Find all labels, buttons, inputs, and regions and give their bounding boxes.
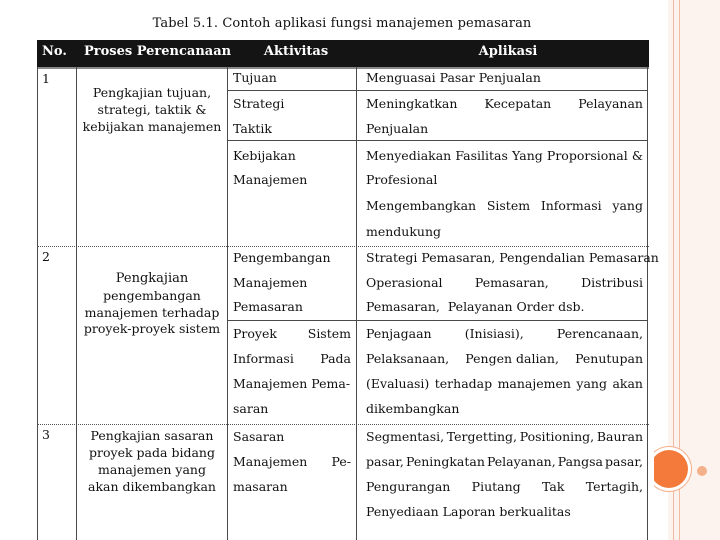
header-proses: Proses Perencanaan bbox=[84, 44, 232, 59]
aplikasi-text-line: Mengembangkan Sistem Informasi yang bbox=[366, 198, 643, 213]
aktivitas-text: Sasaran bbox=[233, 429, 285, 444]
header-aplikasi: Aplikasi bbox=[478, 44, 538, 59]
proses-line: strategi, taktik & bbox=[97, 102, 207, 117]
aplikasi-text: Penyediaan Laporan berkualitas bbox=[366, 504, 571, 519]
row-number: 1 bbox=[42, 71, 50, 86]
orange-circle-decoration bbox=[650, 450, 688, 488]
row-separator bbox=[37, 246, 649, 247]
aktivitas-text-line: Proyek Sistem bbox=[233, 326, 351, 341]
grid-line bbox=[647, 67, 648, 540]
proses-line: Pengkajian bbox=[115, 271, 189, 286]
row-number: 2 bbox=[42, 249, 50, 264]
row-number: 3 bbox=[42, 427, 50, 442]
aktivitas-text: saran bbox=[233, 401, 269, 416]
aktivitas-text-line: Manajemen Pe- bbox=[233, 454, 351, 469]
aplikasi-text: Profesional bbox=[366, 172, 438, 187]
aktivitas-text: masaran bbox=[233, 479, 288, 494]
header-no: No. bbox=[42, 44, 67, 59]
aktivitas-text: Tujuan bbox=[233, 70, 277, 85]
aplikasi-text: Strategi Pemasaran, Pengendalian Pemasaran bbox=[366, 250, 659, 265]
aplikasi-text-line: Operasional Pemasaran, Distribusi bbox=[366, 275, 643, 290]
proses-line: Pengkajian sasaran bbox=[90, 428, 214, 443]
proses-line: proyek pada bidang bbox=[89, 445, 215, 460]
aktivitas-text-line: Informasi Pada bbox=[233, 351, 351, 366]
aktivitas-text: Strategi bbox=[233, 96, 285, 111]
aplikasi-text-line: Meningkatkan Kecepatan Pelayanan bbox=[366, 96, 643, 111]
aplikasi-text: Menguasai Pasar Penjualan bbox=[366, 70, 541, 85]
aktivitas-text: Taktik bbox=[233, 121, 272, 136]
table-document bbox=[30, 0, 659, 540]
table-title: Tabel 5.1. Contoh aplikasi fungsi manajemen pemasaran bbox=[152, 16, 532, 31]
aplikasi-text-line: pasar, Peningkatan Pelayanan, Pangsa pasar, bbox=[366, 454, 643, 469]
proses-line: Pengkajian tujuan, bbox=[92, 85, 212, 100]
table-header bbox=[37, 40, 649, 69]
aktivitas-text: Kebijakan bbox=[233, 148, 296, 163]
aktivitas-text: Pengembangan bbox=[233, 250, 331, 265]
header-aktivitas: Aktivitas bbox=[263, 44, 329, 59]
proses-line: akan dikembangkan bbox=[88, 479, 216, 494]
aktivitas-text: Manajemen Pema- bbox=[233, 376, 351, 391]
aplikasi-text: mendukung bbox=[366, 224, 442, 239]
aplikasi-text-line: Pengurangan Piutang Tak Tertagih, bbox=[366, 479, 643, 494]
aplikasi-text-line: Pelaksanaan, Pengen dalian, Penutupan bbox=[366, 351, 643, 366]
small-circle-decoration bbox=[697, 466, 707, 476]
proses-line: kebijakan manajemen bbox=[82, 119, 222, 134]
proses-line: proyek-proyek sistem bbox=[83, 321, 221, 336]
grid-line bbox=[227, 320, 647, 321]
grid-line bbox=[356, 67, 357, 540]
aplikasi-text-line: Penjagaan (Inisiasi), Perencanaan, bbox=[366, 326, 643, 341]
grid-line bbox=[76, 67, 77, 540]
aplikasi-text-line: Segmentasi, Tergetting, Positioning, Bauran bbox=[366, 429, 643, 444]
aplikasi-text: Penjualan bbox=[366, 121, 429, 136]
proses-line: pengembangan bbox=[103, 288, 201, 303]
aplikasi-text-line: Menyediakan Fasilitas Yang Proporsional & bbox=[366, 148, 643, 163]
row-separator bbox=[37, 424, 649, 425]
proses-line: manajemen yang bbox=[98, 462, 206, 477]
aktivitas-text: Manajemen bbox=[233, 275, 308, 290]
grid-line bbox=[37, 67, 38, 540]
proses-line: manajemen terhadap bbox=[84, 305, 220, 320]
aplikasi-text-line: (Evaluasi) terhadap manajemen yang akan bbox=[366, 376, 643, 391]
aktivitas-text: Pemasaran bbox=[233, 299, 303, 314]
grid-line bbox=[227, 90, 647, 91]
aktivitas-text: Manajemen bbox=[233, 172, 308, 187]
aplikasi-text: Pemasaran, Pelayanan Order dsb. bbox=[366, 299, 585, 314]
aplikasi-text: dikembangkan bbox=[366, 401, 460, 416]
grid-line bbox=[227, 67, 228, 540]
grid-line bbox=[227, 140, 647, 141]
